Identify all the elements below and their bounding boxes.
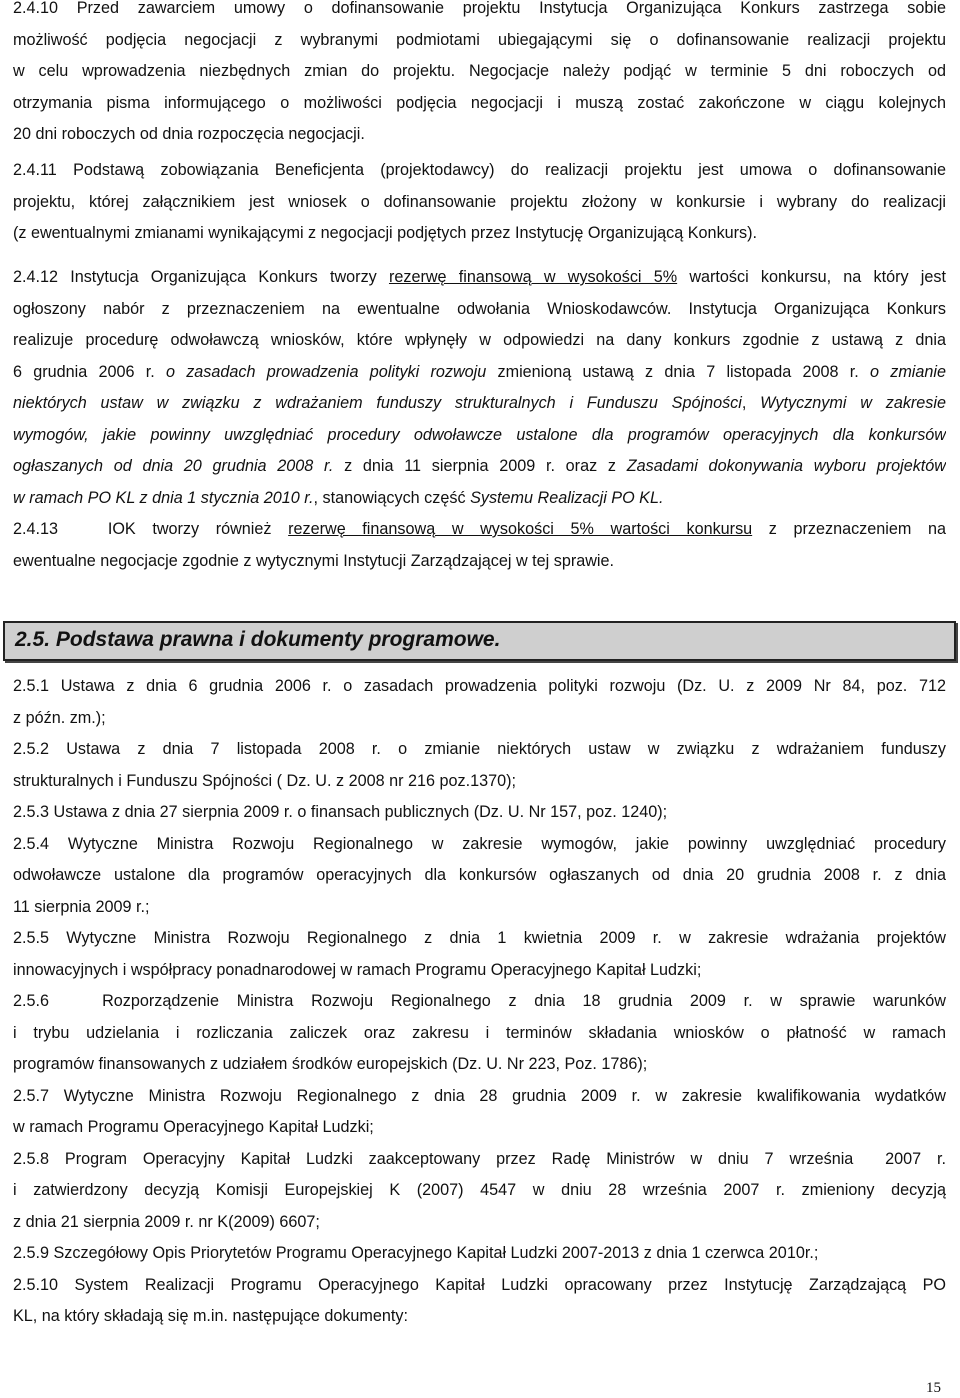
section-heading: [3, 621, 956, 661]
legal-item-line: z dnia 21 sierpnia 2009 r. nr K(2009) 6607;: [13, 1212, 320, 1231]
text-line: 20 dni roboczych od dnia rozpoczęcia negocjacji.: [13, 125, 365, 143]
italic-text: niektórych ustaw w związku z wdrażaniem funduszy strukturalnych i Funduszu Spójności: [13, 394, 742, 412]
text-line: 2.4.11 Podstawą zobowiązania Beneficjenta (projektodawcy) do realizacji projektu jest umowa o dofinansowanie: [13, 161, 946, 179]
legal-item-line: 2.5.10 System Realizacji Programu Operacyjnego Kapitał Ludzki opracowany przez Instytucję Zarządzającą PO: [13, 1275, 946, 1294]
text-line: możliwość podjęcia negocjacji z wybranymi podmiotami ubiegającymi się o dofinansowanie realizacji projektu: [13, 30, 946, 49]
text-line: [13, 262, 946, 294]
legal-item-line: 2.5.4 Wytyczne Ministra Rozwoju Regionalnego w zakresie wymogów, jakie powinny uwzględniać procedury: [13, 834, 946, 853]
text-line: [13, 483, 946, 515]
text-run: 2.4.12 Instytucja Organizująca Konkurs tworzy: [13, 268, 389, 286]
italic-text: o zasadach prowadzenia polityki rozwoju: [165, 362, 487, 381]
italic-text: o zmianie: [869, 362, 946, 381]
text-run: z dnia 11 sierpnia 2009 r. oraz z: [333, 457, 627, 475]
text-run: , stanowiących część: [313, 488, 471, 507]
text-run: zmienioną ustawą z dnia 7 listopada 2008 r.: [486, 362, 870, 381]
italic-text: Wytycznymi w zakresie: [760, 394, 946, 412]
legal-item-line: 2.5.9 Szczegółowy Opis Priorytetów Programu Operacyjnego Kapitał Ludzki 2007-2013 z dnia 1 czerwca 2010r.;: [13, 1244, 819, 1262]
text-line: [13, 388, 946, 420]
legal-basis-list: [13, 671, 946, 1333]
text-line: ewentualne negocjacje zgodnie z wytycznymi Instytucji Zarządzającej w tej sprawie.: [13, 551, 615, 570]
text-line: [13, 514, 946, 546]
legal-item-line: 2.5.7 Wytyczne Ministra Rozwoju Regionalnego z dnia 28 grudnia 2009 r. w zakresie kwalifikowania wydatków: [13, 1086, 946, 1105]
paragraph-2-4-12: [13, 262, 946, 514]
paragraph-2-4-10: [13, 0, 946, 151]
legal-item-line: strukturalnych i Funduszu Spójności ( Dz. U. z 2008 nr 216 poz.1370);: [13, 771, 516, 790]
text-run: 6 grudnia 2006 r.: [13, 362, 166, 381]
text-line: [13, 451, 946, 483]
text-line: (z ewentualnymi zmianami wynikającymi z negocjacji podjętych przez Instytucję Organizującą Konkurs).: [13, 224, 758, 242]
legal-item-line: KL, na który składają się m.in. następujące dokumenty:: [13, 1307, 409, 1325]
legal-item-line: 2.5.5 Wytyczne Ministra Rozwoju Regionalnego z dnia 1 kwietnia 2009 r. w zakresie wdrażania projektów: [13, 929, 946, 947]
underlined-text: rezerwę finansową w wysokości 5% wartości konkursu: [288, 520, 753, 538]
legal-item-line: 2.5.1 Ustawa z dnia 6 grudnia 2006 r. o zasadach prowadzenia polityki rozwoju (Dz. U. z 2009 Nr 84, poz. 712: [13, 677, 946, 695]
text-line: 2.4.10 Przed zawarciem umowy o dofinansowanie projektu Instytucja Organizująca Konkurs zastrzega sobie: [13, 0, 946, 17]
legal-item-line: w ramach Programu Operacyjnego Kapitał Ludzki;: [13, 1118, 374, 1136]
italic-text: w ramach PO KL z dnia 1 stycznia 2010 r.: [13, 488, 314, 507]
text-line: otrzymania pisma informującego o możliwości podjęcia negocjacji i muszą zostać zakończone w ciągu kolejnych: [13, 93, 946, 112]
legal-item-line: 11 sierpnia 2009 r.;: [13, 897, 150, 916]
italic-text: Systemu Realizacji PO KL.: [470, 488, 664, 507]
text-run: ,: [741, 394, 761, 412]
text-line: [13, 357, 946, 389]
legal-item-line: 2.5.2 Ustawa z dnia 7 listopada 2008 r. o zmianie niektórych ustaw w związku z wdrażaniem funduszy: [13, 740, 946, 758]
legal-item-line: 2.5.3 Ustawa z dnia 27 sierpnia 2009 r. o finansach publicznych (Dz. U. Nr 157, poz. 1240);: [13, 803, 668, 821]
legal-item-line: odwoławcze ustalone dla programów operacyjnych dla konkursów ogłaszanych od dnia 20 grudnia 2008 r. z dnia: [13, 866, 946, 884]
legal-item-line: i trybu udzielania i rozliczania zaliczek oraz zakresu i terminów składania wniosków o płatność w ramach: [13, 1023, 946, 1042]
legal-item-line: i zatwierdzony decyzją Komisji Europejskiej K (2007) 4547 w dniu 28 września 2007 r. zmieniony decyzją: [13, 1181, 946, 1199]
legal-item-line: 2.5.6 Rozporządzenie Ministra Rozwoju Regionalnego z dnia 18 grudnia 2009 r. w sprawie warunków: [13, 992, 946, 1010]
page-number: 15: [926, 1380, 941, 1396]
text-line: ogłoszony nabór z przeznaczeniem na ewentualne odwołania Wnioskodawców. Instytucja Organizująca Konkurs: [13, 299, 946, 318]
legal-item-line: z późn. zm.);: [13, 708, 106, 727]
underlined-text: rezerwę finansową w wysokości 5%: [388, 268, 678, 286]
text-run: z przeznaczeniem na: [752, 520, 946, 538]
paragraph-2-4-13: [13, 514, 946, 577]
text-run: wartości konkursu, na który jest: [677, 268, 946, 286]
italic-text: Zasadami dokonywania wyboru projektów: [626, 457, 946, 475]
text-line: w celu wprowadzenia niezbędnych zmian do projektu. Negocjacje należy podjąć w terminie 5 dni roboczych od: [13, 62, 946, 80]
legal-item-line: innowacyjnych i współpracy ponadnarodowej w ramach Programu Operacyjnego Kapitał Ludzki;: [13, 960, 702, 979]
italic-text: ogłaszanych od dnia 20 grudnia 2008 r.: [13, 457, 334, 475]
text-run: 2.4.13 IOK tworzy również: [13, 520, 289, 538]
text-line: projektu, której załącznikiem jest wniosek o dofinansowanie projektu złożony w konkursie i wybrany do realizacji: [13, 192, 946, 211]
paragraph-2-4-11: [13, 155, 946, 250]
section-heading-text: 2.5. Podstawa prawna i dokumenty programowe.: [15, 628, 501, 651]
legal-item-line: programów finansowanych z udziałem środków europejskich (Dz. U. Nr 223, Poz. 1786);: [13, 1055, 648, 1073]
legal-item-line: 2.5.8 Program Operacyjny Kapitał Ludzki zaakceptowany przez Radę Ministrów w dniu 7 września 2007 r.: [13, 1149, 946, 1168]
text-line: realizuje procedurę odwoławczą wniosków, które wpłynęły w odpowiedzi na dany konkurs zgodnie z ustawą z dnia: [13, 331, 946, 349]
text-line: wymogów, jakie powinny uwzględniać procedury odwoławcze ustalone dla programów operacyjnych dla konkursów: [13, 425, 946, 444]
